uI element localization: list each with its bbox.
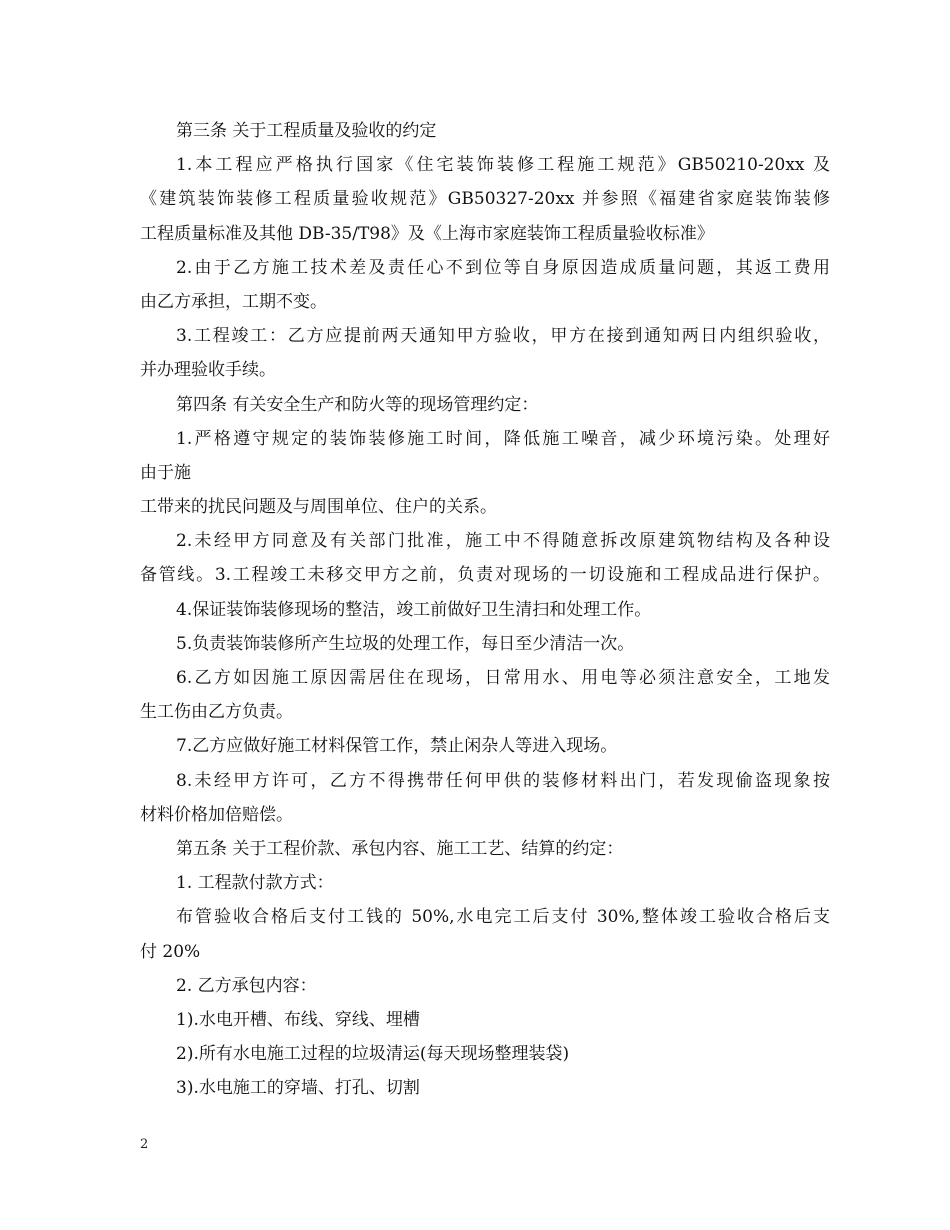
paragraph-line: 备管线。3.工程竣工未移交甲方之前，负责对现场的一切设施和工程成品进行保护。 xyxy=(140,565,830,586)
paragraph-line: 2.未经甲方同意及有关部门批准，施工中不得随意拆改原建筑物结构及各种设 xyxy=(176,531,830,552)
paragraph-line: 生工伤由乙方负责。 xyxy=(140,702,293,723)
paragraph-line: 4.保证装饰装修现场的整洁，竣工前做好卫生清扫和处理工作。 xyxy=(176,599,652,620)
paragraph-line: 由于施 xyxy=(140,462,191,483)
section-heading-5: 第五条 关于工程价款、承包内容、施工工艺、结算的约定： xyxy=(176,838,624,859)
paragraph-line: 付 20% xyxy=(140,941,201,962)
paragraph-line: 材料价格加倍赔偿。 xyxy=(140,804,293,825)
section-heading-3: 第三条 关于工程质量及验收的约定 xyxy=(176,121,437,141)
list-item: 1).水电开槽、布线、穿线、埋槽 xyxy=(176,1009,420,1030)
paragraph-line: 3.工程竣工：乙方应提前两天通知甲方验收，甲方在接到通知两日内组织验收， xyxy=(176,326,830,347)
paragraph-line: 工带来的扰民问题及与周围单位、住户的关系。 xyxy=(140,497,497,518)
paragraph-line: 7.乙方应做好施工材料保管工作，禁止闲杂人等进入现场。 xyxy=(176,736,618,757)
paragraph-line: 《建筑装饰装修工程质量验收规范》GB50327-20xx 并参照《福建省家庭装饰装修 xyxy=(140,189,830,210)
paragraph-line: 1. 工程款付款方式： xyxy=(176,873,334,894)
paragraph-line: 并办理验收手续。 xyxy=(140,360,276,381)
paragraph-line: 工程质量标准及其他 DB-35/T98》及《上海市家庭装饰工程质量验收标准》 xyxy=(140,223,714,244)
paragraph-line: 1.严格遵守规定的装饰装修施工时间，降低施工噪音，减少环境污染。处理好 xyxy=(176,428,830,449)
paragraph-line: 8.未经甲方许可，乙方不得携带任何甲供的装修材料出门，若发现偷盗现象按 xyxy=(176,770,830,791)
document-body xyxy=(140,114,830,1105)
paragraph-line: 布管验收合格后支付工钱的 50%,水电完工后支付 30%,整体竣工验收合格后支 xyxy=(176,907,830,928)
list-item: 2).所有水电施工过程的垃圾清运(每天现场整理装袋) xyxy=(176,1044,570,1065)
paragraph-line: 2. 乙方承包内容： xyxy=(176,975,317,996)
paragraph-line: 2.由于乙方施工技术差及责任心不到位等自身原因造成质量问题，其返工费用 xyxy=(176,257,830,278)
paragraph-line: 5.负责装饰装修所产生垃圾的处理工作，每日至少清洁一次。 xyxy=(176,633,635,654)
paragraph-line: 6.乙方如因施工原因需居住在现场，日常用水、用电等必须注意安全，工地发 xyxy=(176,668,830,688)
list-item: 3).水电施工的穿墙、打孔、切割 xyxy=(176,1078,420,1099)
page-number: 2 xyxy=(140,1137,149,1152)
paragraph-line: 由乙方承担，工期不变。 xyxy=(140,291,327,312)
section-heading-4: 第四条 有关安全生产和防火等的现场管理约定： xyxy=(176,394,539,415)
paragraph-line: 1.本工程应严格执行国家《住宅装饰装修工程施工规范》GB50210-20xx 及 xyxy=(176,155,830,176)
